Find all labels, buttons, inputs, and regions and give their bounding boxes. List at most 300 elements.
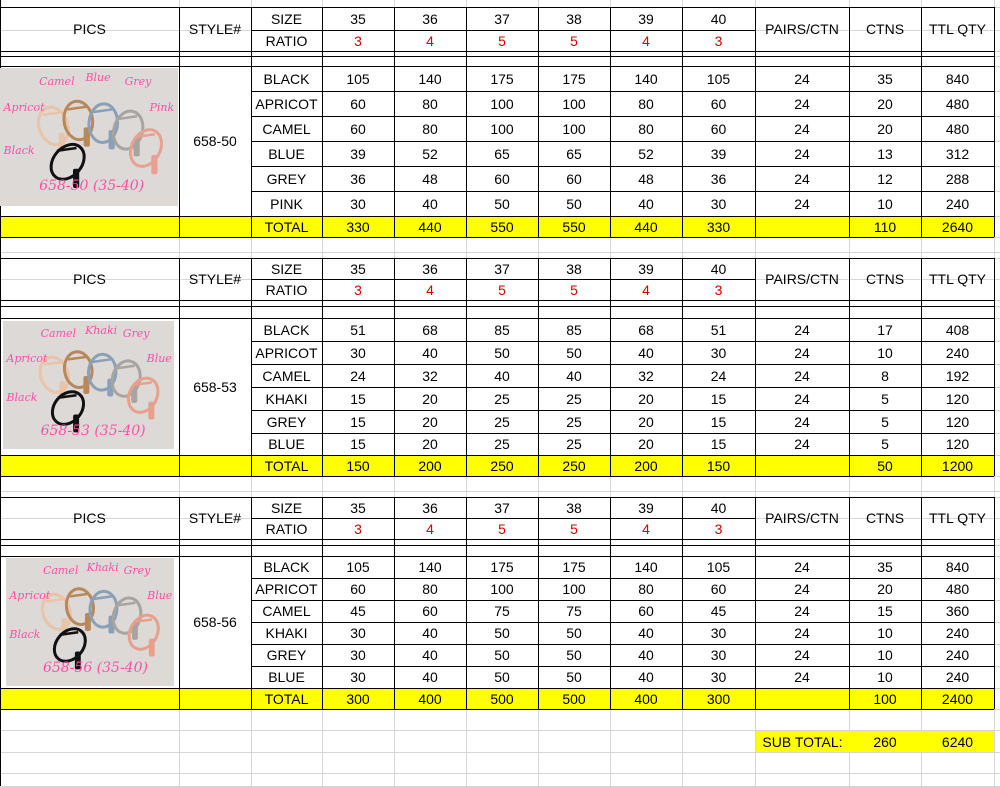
total-qty-sum: 2640 [941,218,974,235]
pairs-per-carton-header: PAIRS/CTN [765,271,839,287]
size-qty: 20 [422,390,438,407]
size-qty: 24 [350,367,366,384]
size-qty: 80 [638,581,654,597]
size-qty: 25 [494,390,510,407]
cartons-header: CTNS [865,510,905,526]
total-qty: 840 [945,559,970,575]
size-qty: 75 [566,603,582,619]
color-name: GREY [266,413,307,430]
photo-color-label: Apricot [9,588,51,602]
size-qty: 140 [634,559,658,575]
table-border [0,545,994,546]
photo-color-label: Khaki [86,560,119,574]
size-value: 37 [494,10,510,27]
carton-count: 10 [877,647,893,663]
color-name: CAMEL [262,367,311,384]
total-size-qty: 330 [706,218,731,235]
size-qty: 30 [710,669,727,685]
ratio-value: 5 [498,520,506,537]
carton-count: 20 [877,95,893,112]
total-size-qty: 250 [562,457,586,474]
size-value: 39 [638,10,654,27]
size-value: 35 [350,10,366,27]
total-qty: 240 [945,625,970,641]
gridline [0,773,1000,774]
pairs-per-carton: 24 [794,390,810,407]
table-border [0,56,994,57]
photo-color-label: Grey [122,327,150,341]
total-qty: 312 [945,145,970,162]
pairs-per-carton: 24 [794,170,810,187]
size-qty: 15 [350,413,366,430]
gridline [0,252,1000,253]
size-qty: 48 [422,170,438,187]
total-qty-header: TTL QTY [928,21,987,37]
size-qty: 100 [562,120,586,137]
size-qty: 50 [494,344,510,361]
photo-color-label: Blue [147,588,173,602]
size-qty: 50 [494,195,510,212]
size-qty: 51 [710,321,727,338]
size-qty: 52 [422,145,438,162]
ratio-value: 4 [642,520,650,537]
total-size-qty: 300 [706,690,731,707]
size-qty: 85 [566,321,582,338]
color-name: BLACK [263,70,310,87]
total-label: TOTAL [264,218,309,235]
photo-caption: 658-53 (35-40) [40,423,146,440]
size-qty: 40 [638,669,654,685]
size-qty: 39 [710,145,727,162]
size-qty: 39 [350,145,366,162]
size-qty: 15 [350,436,366,452]
size-qty: 15 [350,390,366,407]
size-qty: 25 [566,436,582,452]
size-qty: 100 [490,95,514,112]
size-qty: 175 [490,559,514,575]
pairs-per-carton: 24 [794,145,810,162]
size-qty: 105 [346,70,370,87]
gridline [0,491,1000,492]
size-qty: 30 [350,195,366,212]
size-qty: 20 [638,390,654,407]
size-qty: 30 [710,625,727,641]
size-qty: 68 [422,321,438,338]
table-border [0,688,1,709]
size-qty: 60 [710,120,727,137]
style-header: STYLE# [188,271,242,287]
size-value: 37 [494,260,510,277]
size-qty: 40 [422,647,438,663]
size-value: 35 [350,499,366,516]
size-qty: 40 [422,344,438,361]
size-qty: 32 [422,367,438,384]
total-qty: 240 [945,647,970,663]
size-qty: 15 [710,413,727,430]
size-qty: 40 [638,344,654,361]
carton-count: 35 [877,559,893,575]
size-qty: 30 [350,647,366,663]
color-name: BLACK [263,559,310,575]
ratio-value: 4 [642,32,650,49]
size-qty: 30 [710,195,727,212]
size-qty: 105 [706,559,731,575]
total-size-qty: 150 [346,457,370,474]
carton-count: 8 [881,367,889,384]
total-size-qty: 550 [490,218,514,235]
ratio-header: RATIO [265,281,308,298]
total-qty: 840 [945,70,970,87]
size-qty: 20 [638,436,654,452]
carton-count: 12 [877,170,893,187]
table-border [994,258,995,476]
photo-color-label: Camel [42,564,79,578]
table-border [0,300,994,301]
pairs-per-carton-header: PAIRS/CTN [765,510,839,526]
total-qty: 120 [945,436,970,452]
size-value: 39 [638,499,654,516]
pairs-per-carton: 24 [794,70,810,87]
photo-color-label: Camel [40,327,77,341]
carton-count: 13 [877,145,893,162]
size-value: 38 [566,260,582,277]
total-size-qty: 200 [634,457,658,474]
pairs-per-carton: 24 [794,625,810,641]
size-qty: 175 [490,70,514,87]
size-qty: 50 [494,625,510,641]
size-qty: 25 [494,413,510,430]
size-qty: 80 [638,120,654,137]
size-qty: 30 [350,625,366,641]
size-qty: 80 [422,581,438,597]
total-qty: 408 [945,321,970,338]
size-qty: 80 [638,95,654,112]
carton-count: 5 [881,413,889,430]
pairs-per-carton-header: PAIRS/CTN [765,21,839,37]
ratio-value: 3 [354,281,362,298]
size-qty: 25 [566,413,582,430]
subtotal-label: SUB TOTAL: [762,733,843,750]
size-value: 35 [350,260,366,277]
size-value: 40 [710,10,727,27]
total-size-qty: 440 [634,218,658,235]
size-qty: 65 [494,145,510,162]
total-size-qty: 150 [706,457,731,474]
color-name: BLUE [268,145,305,162]
pics-header: PICS [73,21,106,37]
color-name: BLUE [268,436,305,452]
style-header: STYLE# [188,510,242,526]
carton-count: 35 [877,70,893,87]
style-number: 658-56 [193,614,237,630]
size-qty: 40 [494,367,510,384]
size-qty: 40 [422,625,438,641]
size-qty: 40 [638,647,654,663]
total-qty: 480 [945,581,970,597]
color-name: KHAKI [265,390,308,407]
table-border [179,455,180,476]
size-qty: 25 [566,390,582,407]
table-border [755,216,756,237]
pics-header: PICS [73,510,106,526]
size-qty: 175 [562,559,586,575]
total-qty: 480 [945,95,970,112]
style-number: 658-50 [193,133,237,149]
size-qty: 75 [494,603,510,619]
size-qty: 60 [710,95,727,112]
size-qty: 40 [638,195,654,212]
carton-count: 15 [877,603,893,619]
size-qty: 51 [350,321,366,338]
size-qty: 36 [350,170,366,187]
carton-count: 5 [881,436,889,452]
table-border [755,688,756,709]
size-value: 36 [422,10,438,27]
pairs-per-carton: 24 [794,603,810,619]
size-qty: 30 [350,669,366,685]
color-name: GREY [266,647,307,663]
total-label: TOTAL [264,457,309,474]
photo-caption: 658-56 (35-40) [42,660,148,677]
total-cartons: 110 [873,218,897,235]
total-label: TOTAL [264,690,309,707]
size-qty: 20 [638,413,654,430]
size-qty: 60 [350,95,366,112]
total-size-qty: 200 [418,457,442,474]
color-name: PINK [270,195,303,212]
ratio-value: 5 [570,32,578,49]
pairs-per-carton: 24 [794,120,810,137]
size-qty: 105 [346,559,370,575]
size-qty: 100 [562,95,586,112]
style-number: 658-53 [193,378,237,395]
color-name: BLACK [263,321,310,338]
color-name: CAMEL [262,120,311,137]
size-qty: 100 [490,581,514,597]
size-qty: 105 [706,70,731,87]
photo-color-label: Black [6,391,38,405]
size-qty: 140 [418,70,442,87]
pairs-per-carton: 24 [794,581,810,597]
photo-color-label: Apricot [3,101,45,115]
product-photo [3,321,174,449]
cartons-header: CTNS [865,21,905,37]
total-size-qty: 550 [562,218,586,235]
total-size-qty: 500 [490,690,514,707]
pairs-per-carton: 24 [794,669,810,685]
photo-color-label: Grey [123,564,151,578]
size-qty: 60 [422,603,438,619]
ratio-value: 3 [714,520,723,537]
size-qty: 140 [418,559,442,575]
carton-count: 10 [877,625,893,641]
total-qty: 120 [945,390,970,407]
total-cartons: 100 [873,690,897,707]
size-qty: 60 [494,170,510,187]
color-name: KHAKI [265,625,308,641]
size-qty: 45 [710,603,727,619]
pairs-per-carton: 24 [794,436,810,452]
ratio-header: RATIO [265,32,308,49]
size-qty: 60 [350,120,366,137]
pairs-per-carton: 24 [794,195,810,212]
size-qty: 60 [638,603,654,619]
table-border [0,455,1,476]
size-qty: 50 [566,344,582,361]
table-border [0,51,994,52]
size-qty: 60 [566,170,582,187]
total-size-qty: 400 [634,690,658,707]
table-border [179,688,180,709]
total-qty: 120 [945,413,970,430]
carton-count: 10 [877,195,893,212]
total-size-qty: 250 [490,457,514,474]
ratio-value: 5 [498,32,506,49]
gridline [0,752,1000,753]
size-qty: 45 [350,603,366,619]
size-qty: 30 [350,344,366,361]
size-header: SIZE [270,260,303,277]
total-qty-header: TTL QTY [928,510,987,526]
size-value: 39 [638,260,654,277]
size-qty: 36 [710,170,727,187]
table-border [994,688,995,709]
table-border [994,455,995,476]
size-value: 36 [422,260,438,277]
carton-count: 10 [877,344,893,361]
pics-header: PICS [73,271,106,287]
photo-color-label: Blue [146,351,172,365]
size-qty: 50 [566,625,582,641]
table-border [0,709,994,710]
total-size-qty: 440 [418,218,442,235]
size-qty: 40 [566,367,582,384]
photo-caption: 658-50 (35-40) [39,178,145,195]
table-border [994,7,995,237]
ratio-value: 5 [570,281,578,298]
size-qty: 60 [350,581,366,597]
table-border [0,476,994,477]
size-header: SIZE [270,10,303,27]
color-name: BLUE [268,669,305,685]
size-qty: 50 [566,647,582,663]
pairs-per-carton: 24 [794,647,810,663]
size-header: SIZE [270,499,303,516]
size-qty: 140 [634,70,658,87]
total-size-qty: 300 [346,690,370,707]
size-value: 38 [566,499,582,516]
size-value: 40 [710,260,727,277]
pairs-per-carton: 24 [794,559,810,575]
size-value: 40 [710,499,727,516]
size-qty: 100 [562,581,586,597]
pairs-per-carton: 24 [794,413,810,430]
size-qty: 48 [638,170,654,187]
color-name: APRICOT [255,581,318,597]
carton-count: 5 [881,390,889,407]
total-size-qty: 330 [346,218,370,235]
table-border [755,455,756,476]
photo-color-label: Pink [149,101,175,115]
carton-count: 20 [877,581,893,597]
product-photo [6,558,174,686]
table-border [0,539,994,540]
style-header: STYLE# [188,21,242,37]
ratio-value: 3 [714,281,723,298]
total-qty: 480 [945,120,970,137]
size-value: 36 [422,499,438,516]
photo-color-label: Black [3,143,35,157]
total-qty: 240 [945,669,970,685]
ratio-value: 3 [714,32,723,49]
pairs-per-carton: 24 [794,367,810,384]
pairs-per-carton: 24 [794,321,810,338]
size-qty: 80 [422,120,438,137]
size-qty: 100 [490,120,514,137]
table-border [994,216,995,237]
ratio-value: 3 [354,32,362,49]
total-qty-sum: 1200 [941,457,974,474]
subtotal-cartons: 260 [873,733,897,750]
table-border [0,237,994,238]
carton-count: 10 [877,669,893,685]
ratio-value: 4 [642,281,650,298]
size-qty: 50 [566,195,582,212]
size-qty: 50 [566,669,582,685]
ratio-value: 5 [570,520,578,537]
ratio-header: RATIO [265,520,308,537]
total-qty: 240 [945,344,970,361]
total-qty-sum: 2400 [941,690,974,707]
ratio-value: 4 [426,520,434,537]
size-value: 37 [494,499,510,516]
size-qty: 50 [494,647,510,663]
total-qty-header: TTL QTY [928,271,987,287]
size-qty: 15 [710,436,727,452]
photo-color-label: Grey [124,74,152,88]
ratio-value: 4 [426,32,434,49]
size-qty: 15 [710,390,727,407]
size-qty: 85 [494,321,510,338]
color-name: CAMEL [262,603,311,619]
table-border [0,216,1,237]
size-qty: 20 [422,413,438,430]
ratio-value: 3 [354,520,362,537]
photo-color-label: Khaki [85,323,118,337]
size-qty: 52 [638,145,654,162]
total-size-qty: 400 [418,690,442,707]
size-qty: 68 [638,321,654,338]
photo-color-label: Black [9,628,41,642]
size-qty: 80 [422,95,438,112]
photo-color-label: Apricot [6,351,48,365]
ratio-value: 4 [426,281,434,298]
pairs-per-carton: 24 [794,344,810,361]
pairs-per-carton: 24 [794,95,810,112]
size-qty: 60 [710,581,727,597]
ratio-value: 5 [498,281,506,298]
product-photo [0,68,178,206]
size-qty: 40 [638,625,654,641]
size-qty: 175 [562,70,586,87]
total-qty: 360 [945,603,970,619]
size-qty: 30 [710,647,727,663]
total-qty: 192 [945,367,970,384]
color-name: GREY [266,170,307,187]
size-qty: 40 [422,669,438,685]
table-border [0,306,994,307]
total-cartons: 50 [877,457,893,474]
